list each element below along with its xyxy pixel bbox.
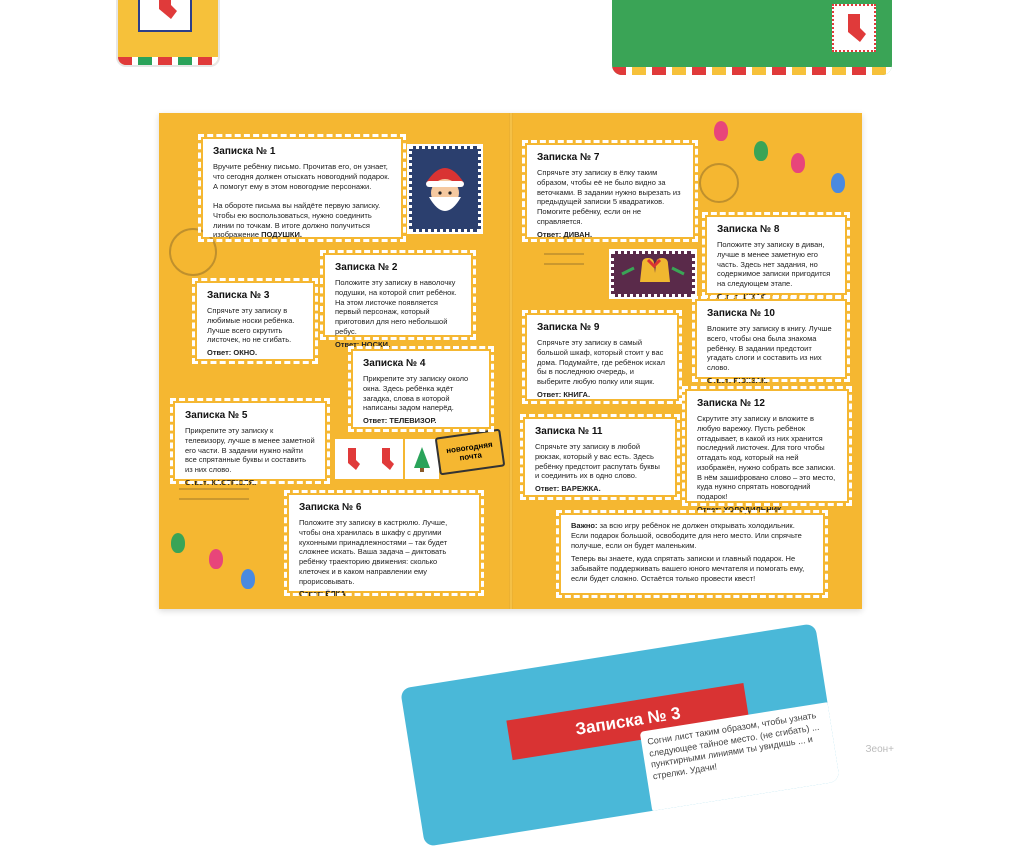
- light-bulb-icon: [171, 533, 185, 553]
- note-body: Спрячьте эту записку в любой рюкзак, который у вас есть. Здесь ребёнку предстоит распутать буквы и соединить их в одно слово.: [535, 442, 660, 481]
- watermark: Зеон+: [865, 744, 894, 755]
- note-answer: Ответ: ШКАФ.: [717, 291, 770, 301]
- new-year-post-stamp: новогодняя почта: [435, 429, 506, 476]
- gift-postmark-icon: [699, 163, 739, 203]
- santa-stamp-icon: [409, 146, 481, 232]
- mail-stripe: [612, 67, 892, 75]
- note-title: Записка № 10: [707, 308, 775, 319]
- note-title: Записка № 12: [697, 398, 765, 409]
- postmark-lines: [179, 498, 249, 500]
- note-card-8: [707, 217, 845, 301]
- note-title: Записка № 1: [213, 146, 276, 157]
- important-text-1: Важно: за всю игру ребёнок не должен открывать холодильник. Если подарок большой, освободите для него место. Или спрячьте получше, если он будет маленьким.: [571, 521, 802, 550]
- postmark-lines: [544, 253, 584, 255]
- note-body: Спрячьте эту записку в любимые носки ребёнка. Лучше всего скрутить листочек, но не сгибать.: [207, 306, 295, 345]
- light-bulb-icon: [754, 141, 768, 161]
- note-card-4: [353, 351, 489, 427]
- postcard-top-left: [118, 0, 218, 65]
- important-text-2: Теперь вы знаете, куда спрятать записки и главный подарок. Не забывайте поддерживать вашего юного мечтателя и помогать ему, если будет сложно. Остаётся только провести квест!: [571, 554, 805, 583]
- note-body: Прикрепите эту записку к телевизору, лучше в менее заметной его части. В задании нужно найти все спрятанные буквы и составить из них слово.: [185, 426, 315, 474]
- note-body: Вложите эту записку в книгу. Лучше всего, чтобы она была знакома ребёнку. В задании предстоит угадать слоги и составить из них слово.: [707, 324, 832, 372]
- note-answer: Ответ: ХОЛОДИЛЬНИК.: [697, 504, 784, 514]
- note-answer: Ответ: РЮКЗАК.: [707, 375, 768, 385]
- note-answer: Ответ: ВАРЕЖКА.: [535, 484, 601, 493]
- note-title: Записка № 6: [299, 502, 362, 513]
- note-body: Положите эту записку в диван, лучше в менее заметную его часть. Здесь нет задания, но содержимое записки пригодится на следующем этапе.: [717, 240, 831, 288]
- note-card-6: [289, 495, 479, 599]
- note-card-10: [697, 301, 845, 385]
- note-title: Записка № 4: [363, 358, 426, 369]
- note-body: Спрячьте эту записку в ёлку таким образом, чтобы её не было видно за веточками. В задании нужно вырезать из предыдущей записки 5 квадратиков. Помогите ребёнку, если он не справляется.: [537, 168, 681, 226]
- note-title: Записка № 5: [185, 410, 248, 421]
- note-answer: Ответ: ТЕЛЕВИЗОР.: [363, 416, 437, 425]
- tree-stamp-icon: [407, 441, 437, 477]
- note-title: Записка № 3: [207, 290, 270, 301]
- note-body: Вручите ребёнку письмо. Прочитав его, он узнает, что сегодня должен отыскать новогодний подарок. А помогут ему в этом новогодние персонажи. На обороте письма вы найдёте первую записку. Чтобы ею воспользоваться, нужно соединить линии по точкам. В итоге должно получиться изображение ПОДУШКИ.: [213, 162, 390, 240]
- note-title: Записка № 7: [537, 152, 600, 163]
- light-bulb-icon: [209, 549, 223, 569]
- sock-stamp-icon: [832, 4, 876, 52]
- note-ribbon: Записка № 3: [506, 683, 749, 760]
- sock-stamp-icon: [371, 441, 401, 477]
- sock-stamp-icon: [337, 441, 367, 477]
- note-answer: Ответ: НОСКИ.: [335, 339, 391, 349]
- note-card-7: [527, 145, 693, 237]
- note-title: Записка № 11: [535, 426, 603, 437]
- important-note: [561, 515, 823, 593]
- note-body: Спрячьте эту записку в самый большой шкаф, который стоит у вас дома. Подумайте, где ребёнок искал бы в последнюю очередь, и выберите любую полку или ящик.: [537, 338, 666, 386]
- postmark-lines: [179, 488, 249, 490]
- note-card-11: [525, 419, 675, 495]
- note-answer: Ответ: ЁЛКА.: [299, 589, 348, 599]
- note-answer: Ответ: КНИГА.: [537, 389, 591, 399]
- light-bulb-icon: [831, 173, 845, 193]
- booklet-fold: [509, 113, 513, 609]
- light-bulb-icon: [791, 153, 805, 173]
- note-card-5: [175, 403, 325, 487]
- note-answer: ПОДУШКИ.: [261, 230, 302, 240]
- note-title: Записка № 9: [537, 322, 600, 333]
- bottom-card-note: Согни лист таким образом, чтобы узнать следующее тайное место. (не сгибать) ... пунктирными линиями ты увидишь ... и стрелки. Удачи!: [640, 702, 840, 813]
- note-body: Прикрепите эту записку около окна. Здесь ребёнка ждёт загадка, слова в которой написаны задом наперёд.: [363, 374, 469, 413]
- note-card-3: [197, 283, 313, 359]
- quest-booklet: [159, 113, 862, 609]
- note-body: Положите эту записку в кастрюлю. Лучше, чтобы она хранилась в шкафу с другими кухонными принадлежностями – так будет сложнее искать. Ваша задача – диктовать ребёнку траекторию движения: сколько клеточек и в каком направлении ему прорисовывать.: [299, 518, 448, 586]
- postmark-lines: [544, 263, 584, 265]
- bells-stamp-icon: [611, 251, 695, 297]
- note-card-12: [687, 391, 847, 514]
- note-answer: Ответ: ДИВАН.: [537, 229, 593, 239]
- note-answer: Ответ: КАСТРЮЛЯ.: [185, 477, 257, 487]
- sock-stamp-icon: [140, 0, 190, 30]
- note-card-1: [203, 139, 401, 240]
- note-body: Положите эту записку в наволочку подушки, на которой спит ребёнок. На этом листочке появляется первый персонаж, который приготовил для него небольшой ребус.: [335, 278, 457, 336]
- note-title: Записка № 8: [717, 224, 780, 235]
- note-title: Записка № 2: [335, 262, 398, 273]
- postcard-bottom: [400, 623, 840, 847]
- light-bulb-icon: [241, 569, 255, 589]
- postcard-top-right: [612, 0, 892, 75]
- note-card-2: [325, 255, 471, 349]
- note-body: Скрутите эту записку и вложите в любую варежку. Пусть ребёнок отгадывает, в какой из них хранится последний листочек. Для того чтобы отгадать код, который на ней изображён, нужно собрать все записки. В нём зашифровано слово – это место, куда нужно спрятать новогодний подарок!: [697, 414, 836, 501]
- note-card-9: [527, 315, 677, 399]
- light-bulb-icon: [714, 121, 728, 141]
- mail-stripe: [118, 57, 218, 65]
- note-answer: Ответ: ОКНО.: [207, 348, 258, 357]
